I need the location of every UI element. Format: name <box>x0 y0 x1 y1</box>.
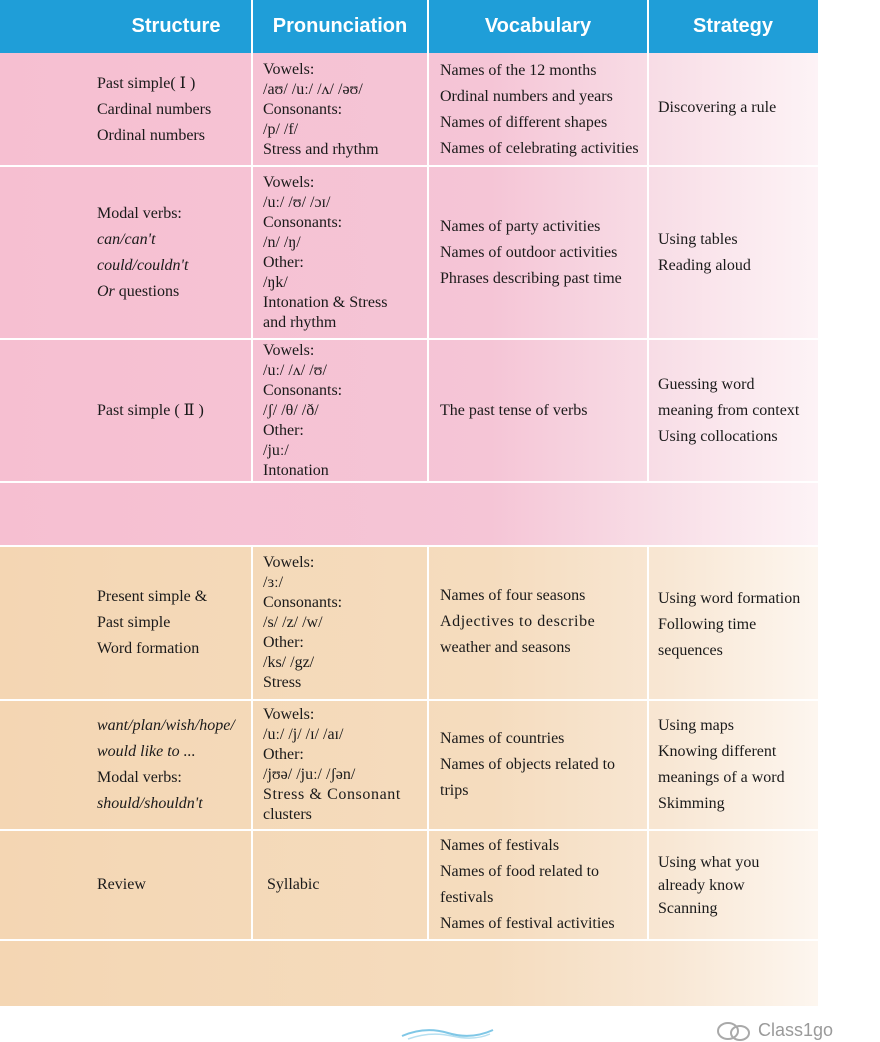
strategy-line: Scanning <box>658 899 718 917</box>
strategy-line: Guessing word <box>658 375 755 393</box>
row2-vocabulary <box>440 167 646 338</box>
strategy-line: Knowing different <box>658 743 777 760</box>
table-header <box>0 0 818 53</box>
structure-line: Or questions <box>97 282 180 300</box>
row2-pronunciation <box>263 167 427 338</box>
pronunciation-line: /ɜː/ <box>263 574 284 591</box>
pronunciation-line: Consonants: <box>263 594 343 611</box>
row6-structure <box>97 831 249 939</box>
pronunciation-line: Stress <box>263 674 302 691</box>
strategy-line: Using tables <box>658 230 738 248</box>
wave-decoration-icon <box>400 1026 495 1040</box>
pronunciation-line: clusters <box>263 806 312 823</box>
pronunciation-line: Consonants: <box>263 213 343 231</box>
vocabulary-line: Names of party activities <box>440 217 601 235</box>
pronunciation-line: Syllabic <box>267 876 320 893</box>
pronunciation-line: /p/ /f/ <box>263 121 299 138</box>
header-structure: Structure <box>131 15 221 37</box>
strategy-line: Skimming <box>658 795 725 812</box>
column-divider <box>427 0 429 482</box>
vocabulary-line: Names of celebrating activities <box>440 140 639 157</box>
row1-vocabulary <box>440 55 646 165</box>
pronunciation-line: Stress & Consonant <box>263 786 401 803</box>
pronunciation-line: /juː/ <box>263 441 289 459</box>
vocabulary-line: festivals <box>440 889 494 906</box>
vocabulary-line: The past tense of verbs <box>440 401 588 419</box>
pronunciation-line: Intonation <box>263 461 329 479</box>
vocabulary-line: Names of countries <box>440 730 565 747</box>
pronunciation-line: /s/ /z/ /w/ <box>263 614 323 631</box>
watermark-logo <box>716 1020 833 1041</box>
strategy-line: Reading aloud <box>658 256 751 274</box>
row3-vocabulary <box>440 340 646 481</box>
pronunciation-line: /ʃ/ /θ/ /ð/ <box>263 401 319 419</box>
structure-line: Word formation <box>97 640 200 657</box>
pronunciation-line: Vowels: <box>263 341 315 359</box>
strategy-line: Using collocations <box>658 427 778 445</box>
strategy-line: Using what you <box>658 853 760 871</box>
row5-vocabulary <box>440 701 646 829</box>
strategy-line: Discovering a rule <box>658 99 777 116</box>
pronunciation-line: Vowels: <box>263 61 315 78</box>
structure-line: Ordinal numbers <box>97 127 205 144</box>
pronunciation-line: Vowels: <box>263 554 315 571</box>
vocabulary-line: Names of different shapes <box>440 114 608 131</box>
strategy-line: Using word formation <box>658 590 801 607</box>
strategy-line: meaning from context <box>658 401 800 419</box>
pronunciation-line: Stress and rhythm <box>263 141 379 158</box>
pronunciation-line: /ks/ /gz/ <box>263 654 315 671</box>
column-divider <box>647 546 649 940</box>
pronunciation-line: /jʊə/ /juː/ /ʃən/ <box>263 766 356 783</box>
pronunciation-line: Other: <box>263 634 304 651</box>
vocabulary-line: Phrases describing past time <box>440 269 622 287</box>
structure-line: Past simple ( Ⅱ ) <box>97 401 204 419</box>
pronunciation-line: Consonants: <box>263 381 343 399</box>
pronunciation-line: and rhythm <box>263 313 337 331</box>
vocabulary-line: Names of four seasons <box>440 587 586 604</box>
strategy-line: Following time <box>658 616 757 633</box>
row2-strategy <box>658 167 818 338</box>
structure-line: want/plan/wish/hope/ <box>97 717 235 734</box>
structure-line: could/couldn't <box>97 256 189 274</box>
column-divider <box>427 546 429 940</box>
row6-strategy <box>658 831 818 939</box>
row3-structure <box>97 340 249 481</box>
vocabulary-line: Names of outdoor activities <box>440 243 618 261</box>
vocabulary-line: Ordinal numbers and years <box>440 88 613 105</box>
row3-strategy <box>658 340 818 481</box>
or-word: Or <box>97 282 115 300</box>
vocabulary-line: trips <box>440 782 469 799</box>
strategy-line: Using maps <box>658 717 734 734</box>
pronunciation-line: Other: <box>263 746 304 763</box>
vocabulary-line: Names of festivals <box>440 837 560 854</box>
row3-pronunciation <box>263 340 427 481</box>
pronunciation-line: /n/ /ŋ/ <box>263 233 301 251</box>
strategy-line: meanings of a word <box>658 769 785 786</box>
row5-pronunciation <box>263 701 427 829</box>
column-divider <box>251 546 253 940</box>
vocabulary-line: Names of objects related to <box>440 756 616 773</box>
structure-line: Review <box>97 876 146 893</box>
row5-strategy <box>658 701 818 829</box>
column-divider <box>251 0 253 482</box>
pronunciation-line: /uː/ /ʊ/ /ɔɪ/ <box>263 193 331 211</box>
vocabulary-line: weather and seasons <box>440 639 571 656</box>
pronunciation-line: Consonants: <box>263 101 343 118</box>
structure-line: Modal verbs: <box>97 769 182 786</box>
header-vocabulary: Vocabulary <box>484 15 592 37</box>
pronunciation-line: Vowels: <box>263 173 315 191</box>
row4-pronunciation <box>263 547 427 699</box>
vocabulary-line: Names of the 12 months <box>440 62 597 79</box>
structure-line: Modal verbs: <box>97 204 182 222</box>
pronunciation-line: Other: <box>263 421 304 439</box>
pronunciation-line: /ŋk/ <box>263 273 288 291</box>
column-divider <box>647 0 649 482</box>
structure-line: would like to ... <box>97 743 196 760</box>
row5-structure <box>97 701 249 829</box>
strategy-line: already know <box>658 876 745 894</box>
pronunciation-line: Other: <box>263 253 304 271</box>
pronunciation-line: /uː/ /ʌ/ /ʊ/ <box>263 361 327 379</box>
row1-structure <box>97 55 249 165</box>
row6-pronunciation <box>267 831 427 939</box>
pronunciation-line: /uː/ /j/ /ɪ/ /aɪ/ <box>263 726 344 743</box>
structure-line: should/shouldn't <box>97 795 203 812</box>
logo-text: Class1go <box>758 1020 834 1040</box>
header-pronunciation: Pronunciation <box>272 15 408 37</box>
wechat-icon <box>716 1021 752 1041</box>
pronunciation-line: Vowels: <box>263 706 315 723</box>
row1-pronunciation <box>263 55 427 165</box>
strategy-line: sequences <box>658 642 723 659</box>
structure-line: Cardinal numbers <box>97 101 212 118</box>
vocabulary-line: Names of food related to <box>440 863 600 880</box>
structure-line: Past simple( Ⅰ ) <box>97 75 196 92</box>
pronunciation-line: /aʊ/ /uː/ /ʌ/ /əʊ/ <box>263 81 363 98</box>
row1-strategy <box>658 55 818 161</box>
row4-strategy <box>658 547 818 703</box>
row2-structure <box>97 167 249 338</box>
structure-line: Past simple <box>97 614 171 631</box>
vocabulary-line: Adjectives to describe <box>440 613 596 630</box>
structure-line: Present simple & <box>97 588 208 605</box>
row4-structure <box>97 547 249 699</box>
row-divider <box>0 481 818 483</box>
vocabulary-line: Names of festival activities <box>440 915 615 932</box>
pronunciation-line: Intonation & Stress <box>263 293 388 311</box>
structure-line: can/can't <box>97 230 156 248</box>
row6-vocabulary <box>440 831 646 939</box>
row-divider <box>0 939 818 941</box>
header-strategy: Strategy <box>692 15 774 37</box>
row4-vocabulary <box>440 547 646 697</box>
